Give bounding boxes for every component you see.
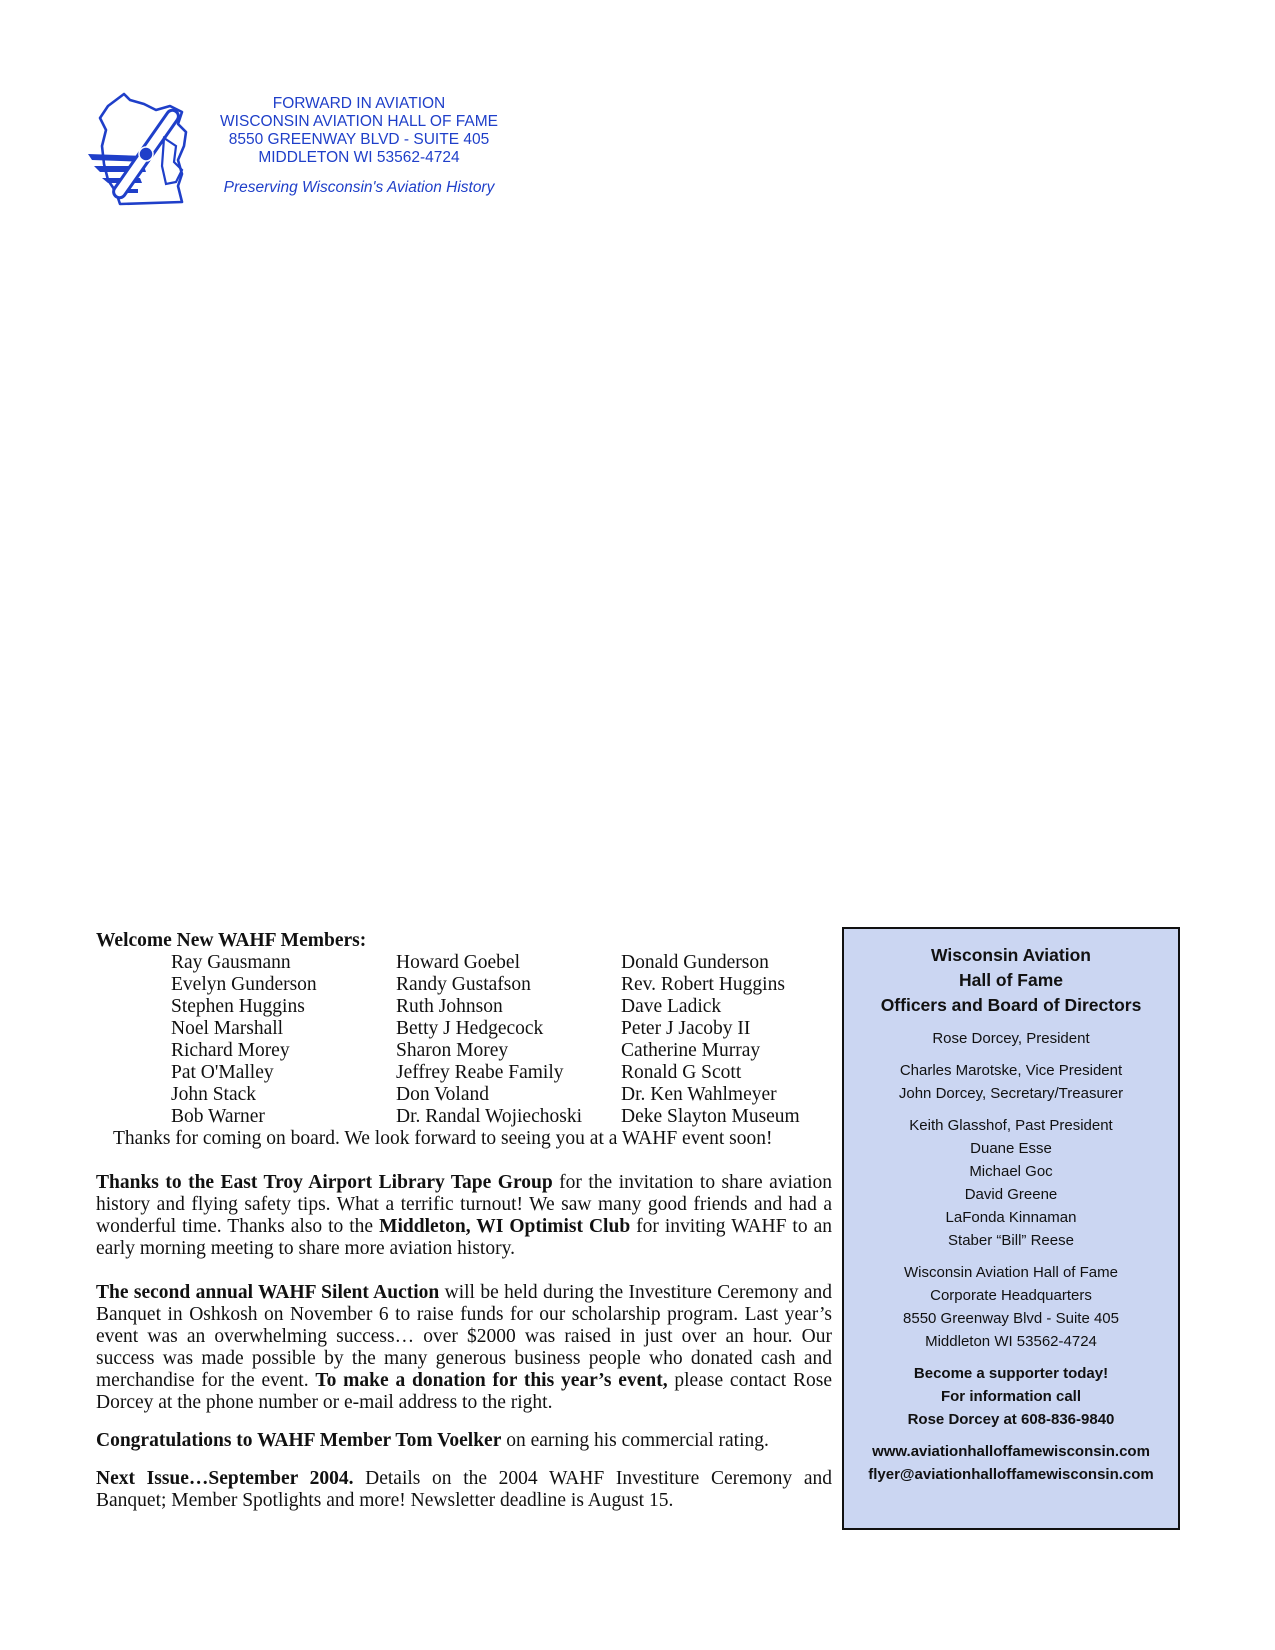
- member-name: Richard Morey: [171, 1040, 290, 1061]
- president: Rose Dorcey, President: [932, 1030, 1090, 1047]
- letterhead-street: 8550 GREENWAY BLVD - SUITE 405: [228, 131, 490, 148]
- member-name: Dr. Ken Wahlmeyer: [621, 1084, 777, 1105]
- members-heading: Welcome New WAHF Members:: [96, 930, 367, 951]
- member-name: Betty J Hedgecock: [396, 1018, 544, 1039]
- member-name: Bob Warner: [171, 1106, 265, 1127]
- letterhead-city: MIDDLETON WI 53562-4724: [258, 149, 460, 166]
- letterhead-tagline: Preserving Wisconsin's Aviation History: [223, 179, 495, 196]
- member-name: Howard Goebel: [396, 952, 520, 973]
- supporter-cta: Become a supporter today! For information call Rose Dorcey at 608-836-9840: [907, 1365, 1115, 1428]
- article-congratulations: Congratulations to WAHF Member Tom Voelker on earning his commercial rating.: [96, 1430, 769, 1451]
- members-thanks-note: Thanks for coming on board. We look forward to seeing you at a WAHF event soon!: [113, 1128, 773, 1149]
- member-name: Jeffrey Reabe Family: [396, 1062, 564, 1083]
- contact-links: [844, 1440, 1178, 1486]
- member-name: Ruth Johnson: [396, 996, 503, 1017]
- member-name: Catherine Murray: [621, 1040, 761, 1061]
- newsletter-main-column: [96, 930, 832, 1512]
- headquarters-address: Wisconsin Aviation Hall of Fame Corporate Headquarters 8550 Greenway Blvd - Suite 405 Middleton WI 53562-4724: [903, 1264, 1119, 1350]
- member-name: Dr. Randal Wojiechoski: [396, 1106, 583, 1127]
- member-name: Ray Gausmann: [171, 952, 291, 973]
- member-name: Deke Slayton Museum: [621, 1106, 800, 1127]
- officers-board-sidebar: [842, 927, 1180, 1530]
- member-name: Noel Marshall: [171, 1018, 284, 1039]
- website-link[interactable]: www.aviationhalloffamewisconsin.com: [872, 1443, 1150, 1460]
- members-list: [96, 952, 832, 1128]
- officers-list: Charles Marotske, Vice President John Dorcey, Secretary/Treasurer: [898, 1062, 1124, 1102]
- email-link[interactable]: flyer@aviationhalloffamewisconsin.com: [868, 1466, 1154, 1483]
- member-name: John Stack: [171, 1084, 257, 1105]
- member-name: Evelyn Gunderson: [171, 974, 317, 995]
- member-name: Dave Ladick: [621, 996, 722, 1017]
- board-list: Keith Glasshof, Past President Duane Esse Michael Goc David Greene LaFonda Kinnaman Staber “Bill” Reese: [909, 1117, 1113, 1249]
- sidebar-title: Wisconsin Aviation Hall of Fame Officers and Board of Directors: [880, 945, 1142, 1015]
- member-name: Ronald G Scott: [621, 1062, 742, 1083]
- article-next-issue: Next Issue…September 2004. Details on the 2004 WAHF Investiture Ceremony and Banquet; Member Spotlights and more! Newsletter deadline is August 15.: [96, 1468, 832, 1511]
- wisconsin-propeller-logo-icon: [86, 86, 198, 212]
- letterhead: [86, 86, 526, 216]
- member-name: Rev. Robert Huggins: [621, 974, 785, 995]
- letterhead-motto: FORWARD IN AVIATION: [272, 95, 446, 112]
- letterhead-org-name: WISCONSIN AVIATION HALL OF FAME: [220, 113, 498, 130]
- member-name: Sharon Morey: [396, 1040, 509, 1061]
- member-name: Stephen Huggins: [171, 996, 305, 1017]
- member-name: Don Voland: [396, 1084, 489, 1105]
- member-name: Pat O'Malley: [171, 1062, 274, 1083]
- member-name: Donald Gunderson: [621, 952, 769, 973]
- article-east-troy: Thanks to the East Troy Airport Library Tape Group for the invitation to share aviation history and flying safety tips. What a terrific turnout! We saw many good friends and had a wonderful time. Thanks also to the Middleton, WI Optimist Club for inviting WAHF to an early morning meeting to share more aviation history.: [96, 1172, 832, 1259]
- member-name: Randy Gustafson: [396, 974, 531, 995]
- article-silent-auction: The second annual WAHF Silent Auction will be held during the Investiture Ceremony and Banquet in Oshkosh on November 6 to raise funds for our scholarship program. Last year’s event was an overwhelming success… over $2000 was raised in just over an hour. Our success was made possible by the many generous business people who donated cash and merchandise for the event. To make a donation for this year’s event, please contact Rose Dorcey at the phone number or e-mail address to the right.: [96, 1282, 833, 1413]
- member-name: Peter J Jacoby II: [621, 1018, 751, 1039]
